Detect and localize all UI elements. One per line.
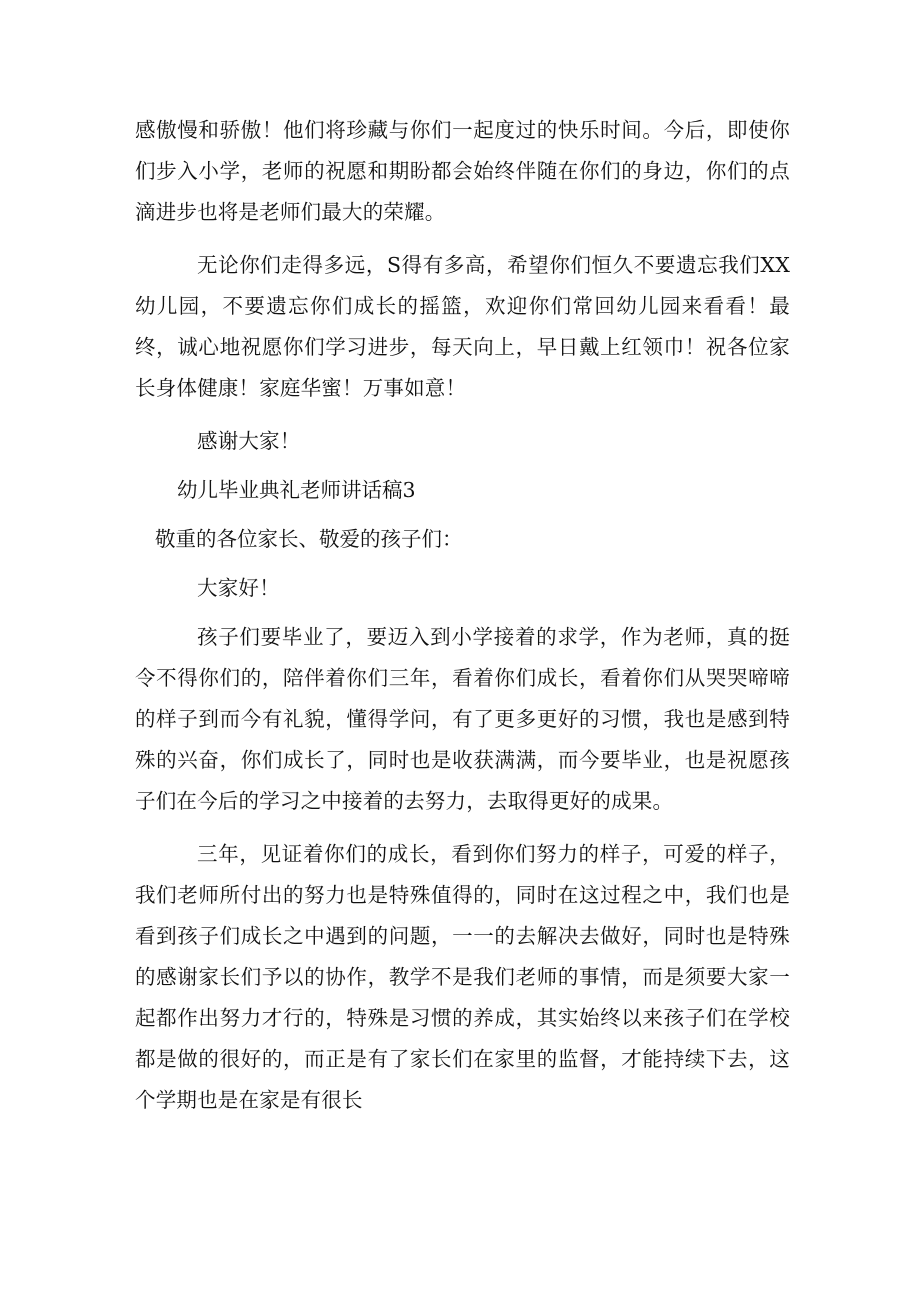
paragraph-thanks: 感谢大家！ bbox=[197, 429, 301, 453]
speech-heading: 幼儿毕业典礼老师讲话稿3 bbox=[177, 478, 416, 502]
document-body bbox=[135, 110, 790, 1133]
speech-salutation: 敬重的各位家长、敬爱的孩子们： bbox=[155, 527, 463, 551]
paragraph-continued: 感傲慢和骄傲！他们将珍藏与你们一起度过的快乐时间。今后，即使你们步入小学，老师的祝愿和期盼都会始终伴随在你们的身边，你们的点滴进步也将是老师们最大的荣耀。 bbox=[135, 118, 790, 224]
paragraph-wishes: 无论你们走得多远，S得有多高，希望你们恒久不要遗忘我们XX幼儿园，不要遗忘你们成长的摇篮，欢迎你们常回幼儿园来看看！最终，诚心地祝愿你们学习进步，每天向上，早日戴上红领巾！祝各位家长身体健康！家庭华蜜！万事如意！ bbox=[135, 253, 790, 400]
speech-paragraph-graduation: 孩子们要毕业了，要迈入到小学接着的求学，作为老师，真的挺令不得你们的，陪伴着你们三年，看着你们成长，看着你们从哭哭啼啼的样子到而今有礼貌，懂得学问，有了更多更好的习惯，我也是感到特殊的兴奋，你们成长了，同时也是收获满满，而今要毕业，也是祝愿孩子们在今后的学习之中接着的去努力，去取得更好的成果。 bbox=[135, 625, 790, 813]
speech-greeting: 大家好！ bbox=[197, 576, 280, 600]
speech-paragraph-three-years: 三年，见证着你们的成长，看到你们努力的样子，可爱的样子，我们老师所付出的努力也是特殊值得的，同时在这过程之中，我们也是看到孩子们成长之中遇到的问题，一一的去解决去做好，同时也是特殊的感谢家长们予以的协作，教学不是我们老师的事情，而是须要大家一起都作出努力才行的，特殊是习惯的养成，其实始终以来孩子们在学校都是做的很好的，而正是有了家长们在家里的监督，才能持续下去，这个学期也是在家是有很长 bbox=[135, 842, 790, 1112]
